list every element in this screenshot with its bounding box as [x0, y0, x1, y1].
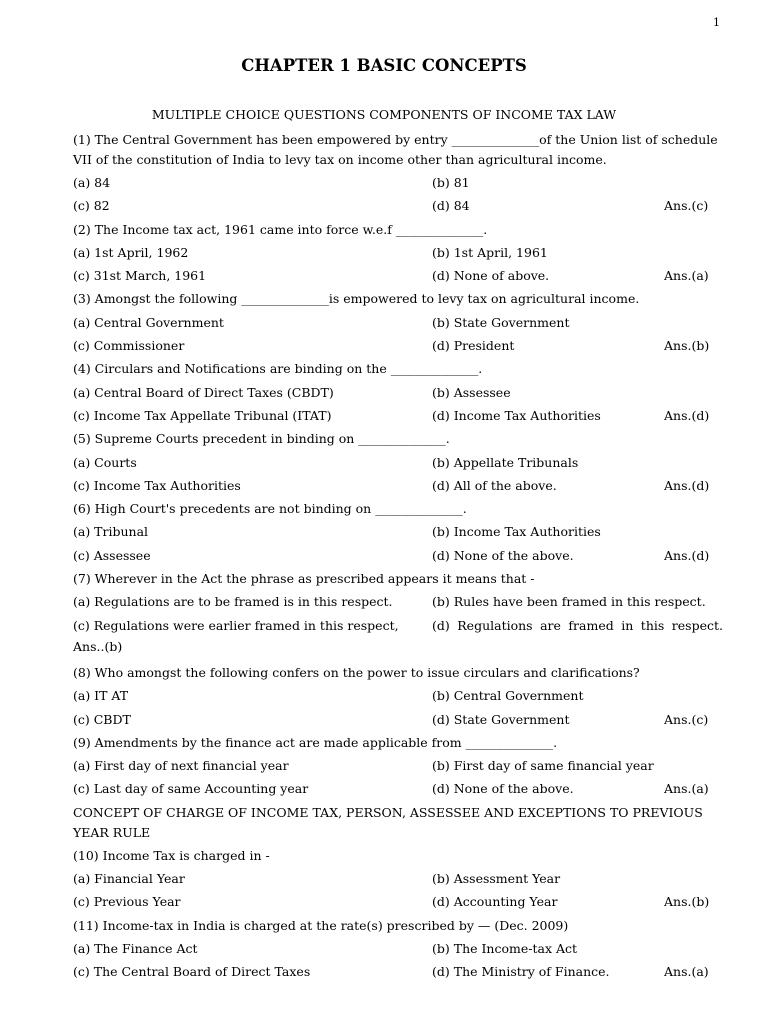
options-row — [73, 890, 723, 913]
answer: Ans.(c) — [664, 711, 709, 727]
question-1: (1) The Central Government has been empowered by entry ______________of the Union list of schedule VII of the constitution of India to levy tax on income other than agricultural income. — [73, 132, 718, 167]
question-10: (10) Income Tax is charged in - — [73, 847, 270, 863]
option-a: (a) Financial Year — [73, 871, 185, 887]
options-row — [73, 311, 723, 334]
answer: Ans.(d) — [664, 547, 710, 563]
option-d: (d) State Government — [432, 711, 570, 727]
option-c: (c) Last day of same Accounting year — [73, 781, 309, 797]
option-c: (c) 31st March, 1961 — [73, 268, 207, 284]
section-heading: MULTIPLE CHOICE QUESTIONS COMPONENTS OF INCOME TAX LAW — [151, 107, 617, 122]
option-a: (a) Central Government — [73, 314, 224, 330]
options-row — [73, 264, 723, 287]
options-row — [73, 194, 723, 217]
option-c: (c) 82 — [73, 198, 110, 214]
option-a: (a) Tribunal — [73, 524, 149, 540]
answer: Ans.(b) — [664, 894, 710, 910]
answer: Ans.(a) — [664, 964, 709, 980]
option-b: (b) 81 — [432, 175, 470, 190]
option-b: (b) 1st April, 1961 — [432, 244, 548, 260]
option-b: (b) Assessee — [432, 384, 511, 400]
option-d: (d) Regulations are framed in this respect. — [432, 617, 723, 633]
option-c: (c) The Central Board of Direct Taxes — [73, 964, 311, 980]
option-d: (d) None of above. — [432, 268, 550, 284]
option-d: (d) None of the above. — [432, 781, 574, 797]
option-d: (d) President — [432, 338, 515, 354]
question-7: (7) Wherever in the Act the phrase as prescribed appears it means that - — [73, 571, 535, 587]
answer: Ans.(a) — [664, 268, 709, 284]
question-6: (6) High Court's precedents are not binding on ______________. — [73, 501, 467, 517]
question-3: (3) Amongst the following ______________is empowered to levy tax on agricultural income. — [73, 291, 640, 307]
question-2: (2) The Income tax act, 1961 came into force w.e.f ______________. — [73, 221, 488, 237]
option-c: (c) CBDT — [73, 711, 131, 727]
option-a: (a) IT AT — [73, 688, 129, 704]
options-row — [73, 684, 723, 707]
answer: Ans.(d) — [664, 477, 710, 493]
option-b: (b) Income Tax Authorities — [432, 524, 601, 540]
option-a: (a) The Finance Act — [73, 940, 198, 956]
option-a: (a) Courts — [73, 454, 137, 470]
option-d: (d) Income Tax Authorities — [432, 407, 601, 423]
question-11: (11) Income-tax in India is charged at the rate(s) prescribed by — (Dec. 2009) — [73, 917, 569, 933]
options-row — [73, 241, 723, 264]
options-row — [73, 777, 723, 800]
option-c: (c) Income Tax Appellate Tribunal (ITAT) — [73, 407, 332, 423]
answer: Ans..(b) — [73, 638, 123, 654]
question-8: (8) Who amongst the following confers on the power to issue circulars and clarifications? — [73, 664, 640, 680]
option-b: (b) State Government — [432, 314, 570, 330]
section-heading-charge: CONCEPT OF CHARGE OF INCOME TAX, PERSON, ASSESSEE AND EXCEPTIONS TO PREVIOUS YEAR RULE — [73, 804, 703, 840]
option-b: (b) The Income-tax Act — [432, 940, 578, 956]
option-b: (b) Central Government — [432, 688, 584, 704]
option-a: (a) 1st April, 1962 — [73, 244, 189, 260]
question-list — [73, 128, 723, 984]
option-d: (d) 84 — [432, 198, 470, 214]
option-c: (c) Regulations were earlier framed in this respect, — [73, 617, 399, 633]
option-c: (c) Commissioner — [73, 338, 185, 354]
question-9: (9) Amendments by the finance act are made applicable from ______________. — [73, 734, 558, 750]
option-d: (d) Accounting Year — [432, 894, 558, 910]
option-d: (d) The Ministry of Finance. — [432, 964, 610, 980]
options-row — [73, 171, 723, 194]
option-d: (d) All of the above. — [432, 477, 557, 493]
option-a: (a) Central Board of Direct Taxes (CBDT) — [73, 384, 334, 400]
options-row — [73, 960, 723, 983]
option-b: (b) Assessment Year — [432, 871, 561, 887]
answer: Ans.(b) — [664, 338, 710, 354]
options-row — [73, 334, 723, 357]
option-a: (a) 84 — [73, 175, 111, 190]
options-row — [73, 544, 723, 567]
options-row — [73, 520, 723, 543]
page-number: 1 — [713, 16, 720, 29]
option-c: (c) Previous Year — [73, 894, 181, 910]
option-b: (b) First day of same financial year — [432, 758, 654, 774]
options-row — [73, 474, 723, 497]
options-row — [73, 708, 723, 731]
options-row — [73, 451, 723, 474]
answer: Ans.(c) — [664, 198, 709, 214]
question-4: (4) Circulars and Notifications are binding on the ______________. — [73, 361, 483, 377]
answer: Ans.(a) — [664, 781, 709, 797]
option-c: (c) Income Tax Authorities — [73, 477, 241, 493]
option-b: (b) Rules have been framed in this respect. — [432, 594, 706, 610]
option-c: (c) Assessee — [73, 547, 151, 563]
options-row — [73, 404, 723, 427]
chapter-title: CHAPTER 1 BASIC CONCEPTS — [241, 56, 527, 75]
options-row — [73, 937, 723, 960]
options-row — [73, 381, 723, 404]
options-row — [73, 590, 723, 613]
options-row — [73, 614, 723, 637]
option-a: (a) First day of next financial year — [73, 758, 289, 774]
option-a: (a) Regulations are to be framed is in this respect. — [73, 594, 393, 610]
options-row — [73, 867, 723, 890]
answer: Ans.(d) — [664, 407, 710, 423]
options-row — [73, 754, 723, 777]
option-d: (d) None of the above. — [432, 547, 574, 563]
question-5: (5) Supreme Courts precedent in binding on ______________. — [73, 431, 450, 447]
option-b: (b) Appellate Tribunals — [432, 454, 579, 470]
